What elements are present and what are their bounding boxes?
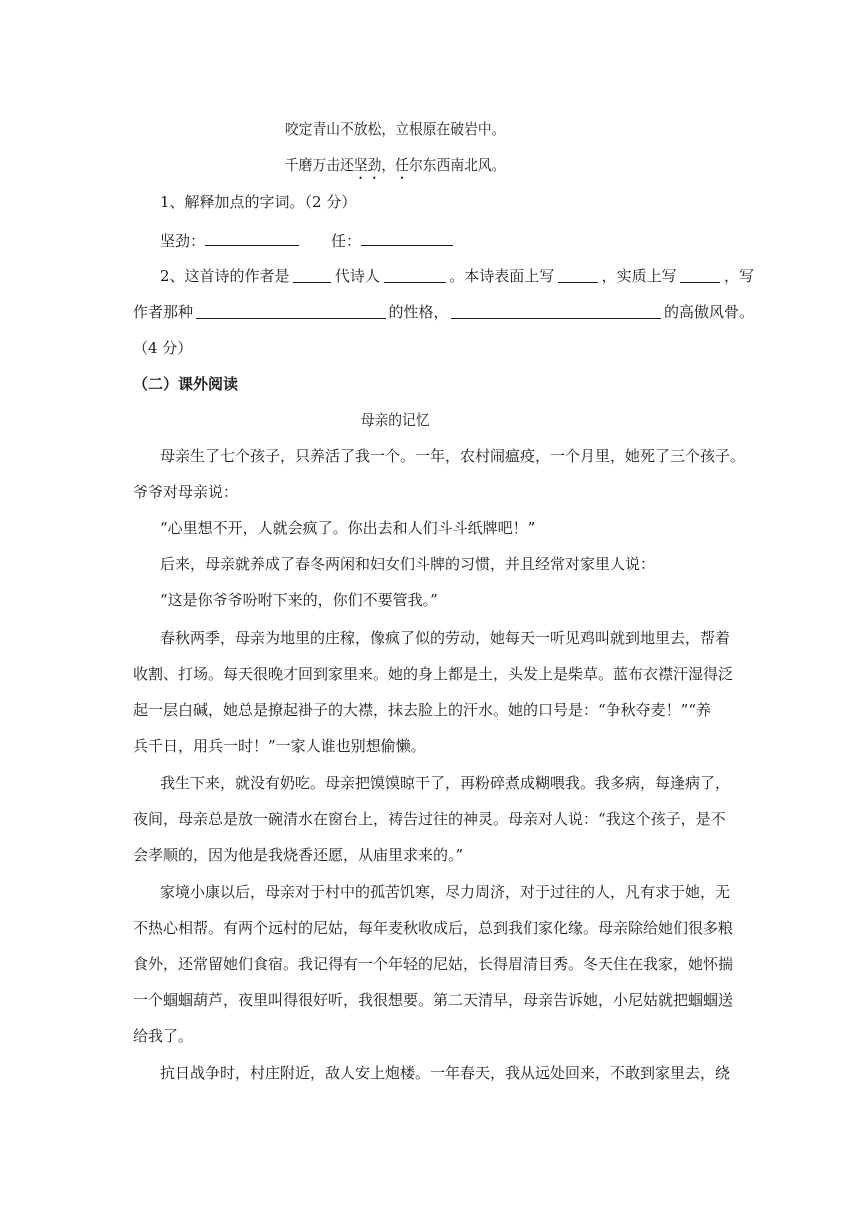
answer-blank-spirit[interactable] <box>451 302 661 319</box>
article-line: 收割、打场。每天很晚才回到家里来。她的身上都是土，头发上是柴草。蓝布衣襟汗湿得泛 <box>133 665 734 683</box>
article-line: 兵千日，用兵一时！”一家人谁也别想偷懒。 <box>133 737 426 755</box>
poem-line-1: 咬定青山不放松，立根原在破岩中。 <box>284 120 506 138</box>
article-line: 后来，母亲就养成了春冬两闲和妇女们斗牌的习惯，并且经常对家里人说： <box>160 555 656 573</box>
answer-blank-poet[interactable] <box>384 266 446 283</box>
q2-text-1: 2、这首诗的作者是 <box>160 267 290 285</box>
poem-line-2-end: 尔东西南北风。 <box>408 156 506 174</box>
section-heading: （二）课外阅读 <box>133 375 239 393</box>
question-2-line-1 <box>160 266 754 286</box>
article-line: 食外，还常留她们食宿。我记得有一个年轻的尼姑，长得眉清目秀。冬天住在我家，她怀揣 <box>133 955 734 973</box>
label-jianjin: 坚劲： <box>160 232 206 250</box>
article-line: 一个蝈蝈葫芦，夜里叫得很好听，我很想要。第二天清早，母亲告诉她，小尼姑就把蝈蝈送 <box>133 991 734 1009</box>
question-2-line-2 <box>133 302 754 322</box>
answer-blank-ren[interactable] <box>361 229 453 246</box>
poem-line-2 <box>0 155 790 183</box>
question-2-score: （4 分） <box>133 339 193 357</box>
article-line: “心里想不开，人就会疯了。你出去和人们斗斗纸牌吧！” <box>160 519 536 537</box>
poem-line-2-comma: ， <box>381 156 396 174</box>
question-1-answers <box>160 229 453 251</box>
q2-text-7: 的性格， <box>388 303 449 321</box>
article-line: 给我了。 <box>133 1027 194 1045</box>
article-line: 春秋两季，母亲为地里的庄稼，像疯了似的劳动，她每天一听见鸡叫就到地里去，帮着 <box>160 629 731 647</box>
answer-blank-surface[interactable] <box>558 266 598 283</box>
dotted-word-ren: 任 <box>395 156 409 174</box>
answer-blank-dynasty[interactable] <box>293 266 331 283</box>
article-line: 抗日战争时，村庄附近，敌人安上炮楼。一年春天，我从远处回来，不敢到家里去，绕 <box>160 1064 731 1082</box>
article-line: 母亲生了七个孩子，只养活了我一个。一年，农村闹瘟疫，一个月里，她死了三个孩子。 <box>160 447 746 465</box>
article-line: 爷爷对母亲说： <box>133 483 239 501</box>
article-line: 夜间，母亲总是放一碗清水在窗台上，祷告过往的神灵。母亲对人说：“我这个孩子，是不 <box>133 810 726 828</box>
q2-text-3: 。本诗表面上写 <box>449 267 555 285</box>
question-1: 1、解释加点的字词。（2 分） <box>160 193 357 211</box>
article-line: 家境小康以后，母亲对于村中的孤苦饥寒，尽力周济，对于过往的人，凡有求于她，无 <box>160 883 731 901</box>
q2-text-5: ，写 <box>723 267 754 285</box>
q2-text-6: 作者那种 <box>133 303 194 321</box>
answer-blank-essence[interactable] <box>680 266 720 283</box>
answer-blank-jianjin[interactable] <box>205 229 299 246</box>
article-line: 会孝顺的，因为他是我烧香还愿，从庙里求来的。” <box>133 846 464 864</box>
answer-blank-character[interactable] <box>196 302 386 319</box>
label-ren: 任： <box>331 232 362 250</box>
article-line: 我生下来，就没有奶吃。母亲把馍馍晾干了，再粉碎煮成糊喂我。我多病，每逢病了， <box>160 774 731 792</box>
article-line: 不热心相帮。有两个远村的尼姑，每年麦秋收成后，总到我们家化缘。母亲除给她们很多粮 <box>133 919 734 937</box>
q2-text-2: 代诗人 <box>334 267 380 285</box>
article-line: 起一层白碱，她总是撩起褂子的大襟，抹去脸上的汗水。她的口号是：“争秋夺麦！”“养 <box>133 701 712 719</box>
poem-line-2-start: 千磨万击还 <box>284 156 354 174</box>
q2-text-4: ，实质上写 <box>601 267 677 285</box>
q2-text-8: 的高傲风骨。 <box>663 303 754 321</box>
article-title: 母亲的记忆 <box>360 411 430 429</box>
article-line: “这是你爷爷吩咐下来的，你们不要管我。” <box>160 591 438 609</box>
dotted-word-jianjin: 坚劲 <box>353 156 382 174</box>
